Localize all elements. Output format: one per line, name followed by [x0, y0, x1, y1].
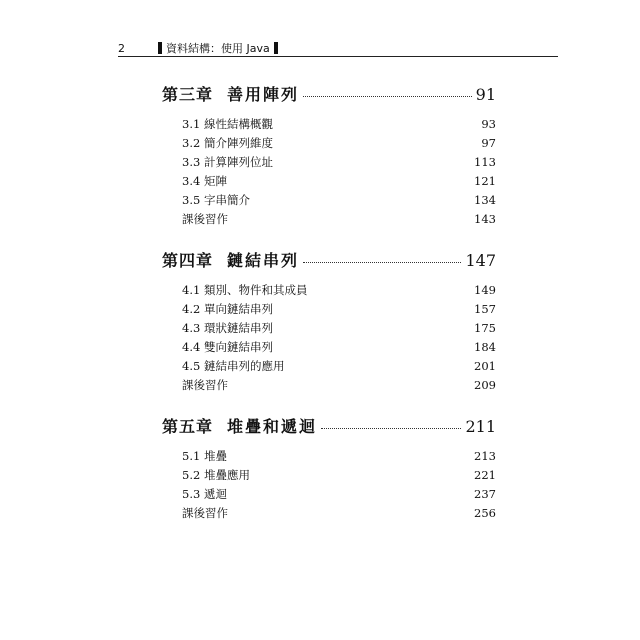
- section-page: 209: [474, 377, 496, 392]
- section-entry[interactable]: [182, 356, 496, 375]
- section-label: 4.3 環狀鏈結串列: [182, 320, 273, 335]
- section-entry[interactable]: [182, 465, 496, 484]
- section-entry[interactable]: [182, 280, 496, 299]
- book-title-block: [158, 41, 278, 55]
- section-label: 4.1 類別、物件和其成員: [182, 282, 308, 297]
- chapter-heading[interactable]: [162, 414, 496, 436]
- section-page: 201: [474, 358, 496, 373]
- section-label: 課後習作: [182, 505, 228, 520]
- section-entry[interactable]: [182, 318, 496, 337]
- chapter-page: 91: [475, 85, 496, 104]
- section-entry[interactable]: [182, 209, 496, 228]
- chapter-number: 第五章: [162, 417, 214, 436]
- header-rule: [118, 56, 558, 57]
- chapter-number: 第四章: [162, 251, 214, 270]
- section-page: 149: [474, 282, 496, 297]
- chapter-number: 第三章: [162, 85, 214, 104]
- section-entry[interactable]: [182, 446, 496, 465]
- section-page: 143: [474, 211, 496, 226]
- section-page: 157: [474, 301, 496, 316]
- chapter-page: 211: [465, 417, 496, 436]
- section-entry[interactable]: [182, 171, 496, 190]
- section-page: 184: [474, 339, 496, 354]
- section-label: 5.1 堆疊: [182, 448, 227, 463]
- section-label: 4.5 鏈結串列的應用: [182, 358, 285, 373]
- title-bar-left: [158, 42, 162, 54]
- dot-leader: [303, 261, 461, 263]
- chapter-title: 堆疊和遞迴: [227, 417, 318, 436]
- section-list: [182, 114, 496, 228]
- section-label: 3.1 線性結構概觀: [182, 116, 273, 131]
- section-label: 課後習作: [182, 377, 228, 392]
- section-page: 237: [474, 486, 496, 501]
- section-label: 5.3 遞迴: [182, 486, 227, 501]
- section-page: 213: [474, 448, 496, 463]
- page-number: 2: [118, 42, 125, 55]
- chapter-title: 鏈結串列: [227, 251, 300, 270]
- section-entry[interactable]: [182, 152, 496, 171]
- dot-leader: [303, 95, 472, 97]
- section-entry[interactable]: [182, 133, 496, 152]
- chapter-title: 善用陣列: [227, 85, 300, 104]
- section-page: 256: [474, 505, 496, 520]
- section-entry[interactable]: [182, 190, 496, 209]
- section-page: 93: [481, 116, 496, 131]
- section-page: 121: [474, 173, 496, 188]
- chapter-3: [162, 82, 496, 228]
- section-list: [182, 280, 496, 394]
- chapter-page: 147: [465, 251, 496, 270]
- section-label: 3.2 簡介陣列維度: [182, 135, 273, 150]
- section-page: 134: [474, 192, 496, 207]
- section-page: 113: [474, 154, 496, 169]
- section-entry[interactable]: [182, 299, 496, 318]
- section-label: 4.2 單向鏈結串列: [182, 301, 273, 316]
- running-header: [118, 41, 558, 57]
- chapter-heading[interactable]: [162, 248, 496, 270]
- dot-leader: [321, 427, 461, 429]
- section-entry[interactable]: [182, 114, 496, 133]
- section-label: 3.5 字串簡介: [182, 192, 250, 207]
- chapter-5: [162, 414, 496, 522]
- section-list: [182, 446, 496, 522]
- section-page: 175: [474, 320, 496, 335]
- section-page: 221: [474, 467, 496, 482]
- title-bar-right: [274, 42, 278, 54]
- section-entry[interactable]: [182, 503, 496, 522]
- section-label: 5.2 堆疊應用: [182, 467, 250, 482]
- section-entry[interactable]: [182, 375, 496, 394]
- section-label: 課後習作: [182, 211, 228, 226]
- chapter-heading[interactable]: [162, 82, 496, 104]
- section-entry[interactable]: [182, 484, 496, 503]
- section-entry[interactable]: [182, 337, 496, 356]
- section-label: 3.3 計算陣列位址: [182, 154, 273, 169]
- section-label: 3.4 矩陣: [182, 173, 227, 188]
- section-label: 4.4 雙向鏈結串列: [182, 339, 273, 354]
- section-page: 97: [481, 135, 496, 150]
- chapter-4: [162, 248, 496, 394]
- book-title: 資料結構：使用 Java: [166, 42, 270, 55]
